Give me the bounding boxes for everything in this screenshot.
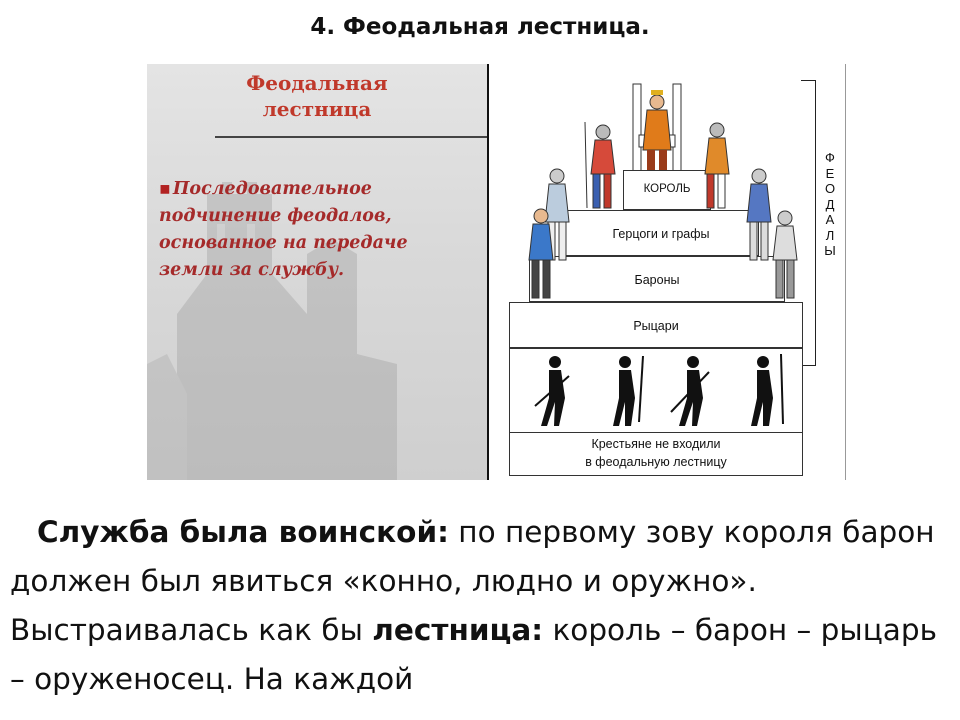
- feudals-label-letter: Л: [825, 227, 835, 243]
- definition-panel: [147, 64, 487, 480]
- panel-title: [217, 70, 417, 122]
- body-text-part2: король – барон – рыцарь – оруженосец. На каждой: [10, 613, 937, 696]
- feudals-label-letter: Д: [825, 196, 835, 212]
- bullet-icon: ▪: [159, 179, 171, 199]
- panel-divider: [215, 136, 487, 138]
- feudals-label-letter: Е: [825, 165, 835, 181]
- feudals-bracket: [801, 80, 816, 366]
- feudals-label: [823, 150, 837, 259]
- barons-figures: [523, 156, 803, 302]
- feudal-ladder-diagram: [487, 64, 846, 480]
- feudals-label-letter: А: [825, 212, 835, 227]
- panel-title-line1: Феодальная: [246, 71, 388, 95]
- feudals-label-letter: Ы: [824, 243, 836, 258]
- peasants-label-line1: Крестьяне не входили: [591, 437, 721, 451]
- body-bold-service: Служба была воинской:: [37, 515, 449, 549]
- peasants-label-line2: в феодальную лестницу: [585, 455, 727, 469]
- panel-title-line2: лестница: [262, 97, 372, 121]
- body-bold-ladder: лестница:: [372, 613, 544, 647]
- definition-bullet: [159, 176, 459, 284]
- feudals-label-letter: О: [824, 181, 836, 196]
- step-knights: [509, 302, 803, 348]
- body-text-part1: по первому зову короля барон должен был явиться «конно, людно и оружно». Выстраивалась как бы: [10, 515, 935, 647]
- peasants-divider: [509, 432, 803, 433]
- step-king-label: КОРОЛЬ: [643, 183, 691, 195]
- peasants-figures: [517, 352, 797, 430]
- definition-text: Последовательное подчинение феодалов, основанное на передаче земли за службу.: [159, 179, 408, 280]
- step-barons-label: Бароны: [634, 273, 680, 287]
- slide-title: 4. Феодальная лестница.: [310, 14, 650, 40]
- step-knights-label: Рыцари: [633, 319, 679, 333]
- step-dukes-label: Герцоги и графы: [612, 227, 710, 241]
- feudals-label-letter: Ф: [825, 150, 835, 165]
- body-paragraph: [10, 508, 950, 704]
